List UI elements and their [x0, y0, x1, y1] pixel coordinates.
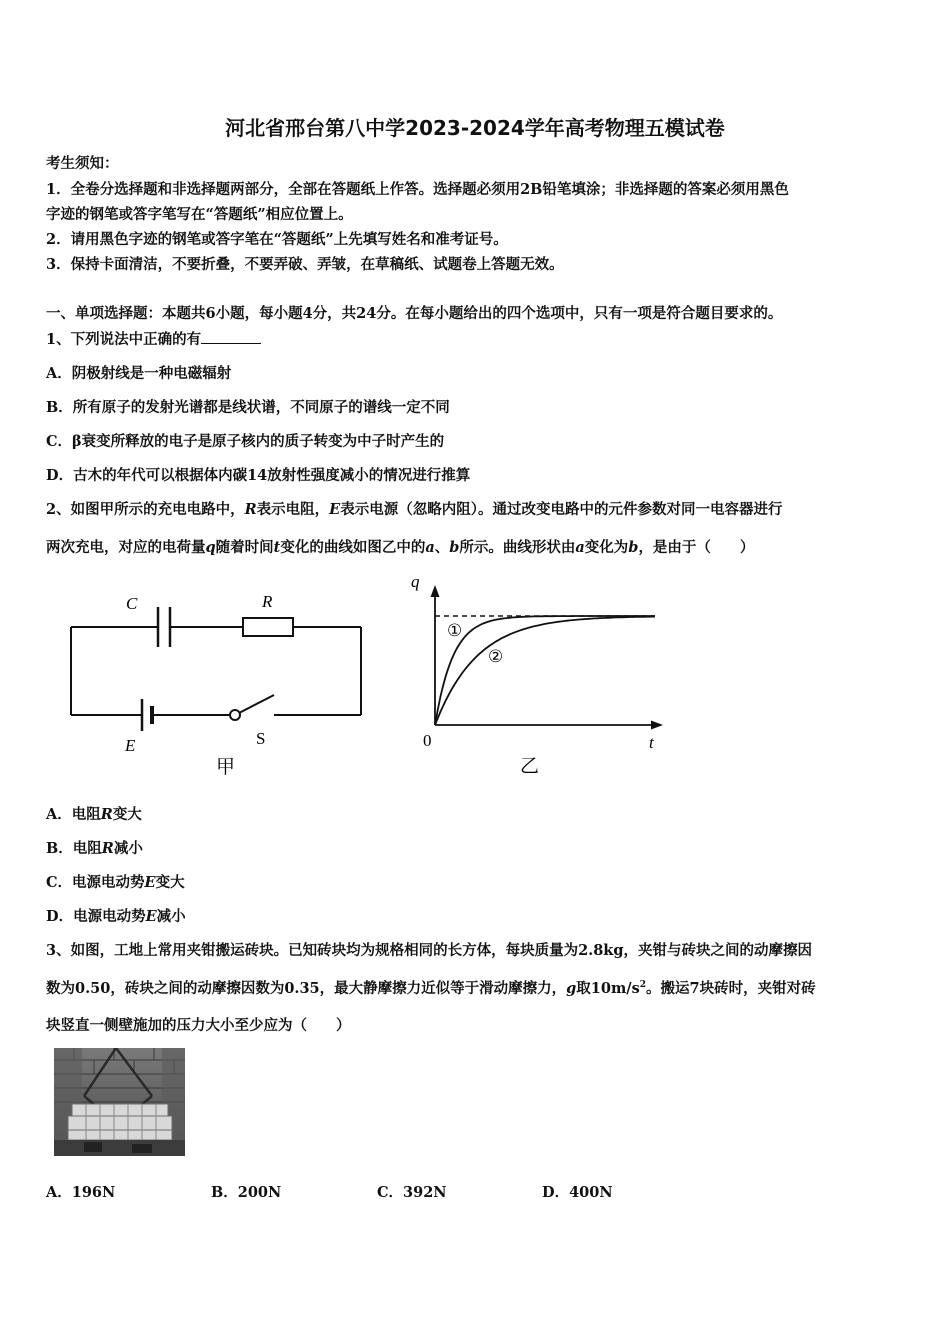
- q1-stem-text: 1、下列说法中正确的有: [46, 331, 202, 348]
- curve-2-label: ②: [488, 647, 504, 666]
- x-axis-arrow: [651, 721, 663, 730]
- circuit-diagram: [60, 585, 380, 785]
- q2-option-d: D．电源电动势E减小: [46, 908, 186, 925]
- caption-jia: 甲: [216, 757, 236, 778]
- axis-label-t: t: [649, 733, 654, 752]
- q2-option-b: B．电阻R减小: [46, 840, 143, 857]
- q2-option-a: A．电阻R变大: [46, 806, 142, 823]
- q2-option-c: C．电源电动势E变大: [46, 874, 185, 891]
- curve-1-label: ①: [447, 621, 463, 640]
- q1-stem: [46, 328, 261, 349]
- label-s: S: [256, 729, 266, 748]
- q3-option-a: A．196N: [46, 1184, 116, 1201]
- q-t-graph: [405, 565, 675, 780]
- q2-line-1: 2、如图甲所示的充电电路中，R表示电阻，E表示电源（忽略内阻）。通过改变电路中的元件参数对同一电容器进行: [46, 501, 783, 518]
- page-title: 河北省邢台第八中学2023-2024学年高考物理五模试卷: [225, 116, 725, 140]
- q3-option-c: C．392N: [377, 1184, 447, 1201]
- q3-option-b: B．200N: [211, 1184, 282, 1201]
- q3-line-2: 数为0.50，砖块之间的动摩擦因数为0.35，最大静摩擦力近似等于滑动摩擦力，g取$10m/s^2$。搬运7块砖时，夹钳对砖: [46, 980, 816, 997]
- notice-item-2: 2．请用黑色字迹的钢笔或答字笔在“答题纸”上先填写姓名和准考证号。: [46, 231, 508, 248]
- notice-item-3: 3．保持卡面清洁，不要折叠，不要弄破、弄皱，在草稿纸、试题卷上答题无效。: [46, 256, 564, 273]
- label-c: C: [126, 594, 138, 613]
- q1-option-c: C．β衰变所释放的电子是原子核内的质子转变为中子时产生的: [46, 433, 445, 450]
- q1-option-b: B．所有原子的发射光谱都是线状谱，不同原子的谱线一定不同: [46, 399, 450, 416]
- axis-label-q: q: [411, 572, 420, 591]
- section-heading: 一、单项选择题：本题共6小题，每小题4分，共24分。在每小题给出的四个选项中，只有一项是符合题目要求的。: [46, 305, 783, 322]
- q1-option-d: D．古木的年代可以根据体内碳14放射性强度减小的情况进行推算: [46, 467, 471, 484]
- q3-option-d: D．400N: [542, 1184, 613, 1201]
- curve-1: [435, 616, 655, 725]
- origin-label: 0: [423, 731, 432, 750]
- brick-clamp-photo: [54, 1048, 185, 1156]
- notice-heading: 考生须知：: [46, 155, 119, 172]
- q1-option-a: A．阴极射线是一种电磁辐射: [46, 365, 232, 382]
- q3-line-1: 3、如图，工地上常用夹钳搬运砖块。已知砖块均为规格相同的长方体，每块质量为2.8kg，夹钳与砖块之间的动摩擦因: [46, 942, 812, 959]
- notice-item-1: 1．全卷分选择题和非选择题两部分，全部在答题纸上作答。选择题必须用2B铅笔填涂；非选择题的答案必须用黑色: [46, 181, 789, 198]
- answer-blank: [201, 331, 261, 344]
- label-e: E: [125, 736, 136, 755]
- caption-yi: 乙: [520, 756, 540, 777]
- q3-line-3: 块竖直一侧壁施加的压力大小至少应为（ ）: [46, 1017, 351, 1034]
- q2-line-2: 两次充电，对应的电荷量q随着时间t变化的曲线如图乙中的a、b所示。曲线形状由a变化为b，是由于（ ）: [46, 539, 755, 556]
- notice-item-1-cont: 字迹的钢笔或答字笔写在“答题纸”相应位置上。: [46, 206, 353, 223]
- label-r: R: [262, 592, 273, 611]
- y-axis-arrow: [431, 585, 440, 597]
